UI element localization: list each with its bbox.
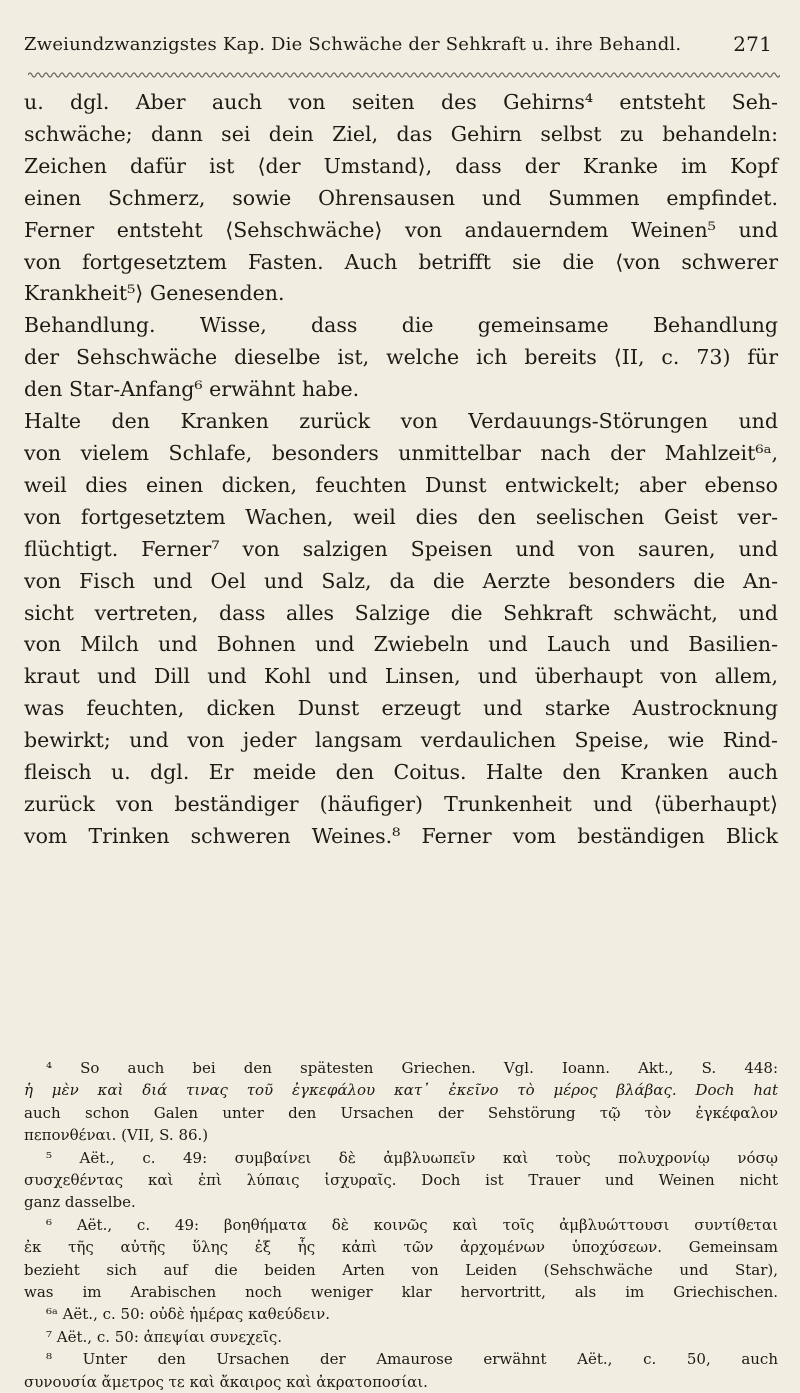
footnote-line: ἐκ τῆς αὐτῆς ὕλης ἐξ ἧς κἀπὶ τῶν ἀρχομένων ὑποχύσεων. Gemeinsam <box>24 1238 778 1257</box>
footnote-line: ⁸ Unter den Ursachen der Amaurose erwähnt Aët., c. 50, auch <box>46 1350 778 1369</box>
body-line: Ferner entsteht ⟨Sehschwäche⟩ von andauerndem Weinen⁵ und <box>24 217 778 242</box>
section-heading-line: Behandlung. Wisse, dass die gemeinsame Behandlung <box>24 313 778 338</box>
page-number: 271 <box>733 32 772 56</box>
body-line: von fortgesetztem Fasten. Auch betrifft sie die ⟨von schwerer <box>24 249 778 274</box>
body-line: der Sehschwäche dieselbe ist, welche ich bereits ⟨II, c. 73) für <box>24 345 778 370</box>
body-line: Zeichen dafür ist ⟨der Umstand⟩, dass der Kranke im Kopf <box>24 153 778 178</box>
body-line: von Milch und Bohnen und Zwiebeln und Lauch und Basilien- <box>24 632 778 657</box>
footnote-line: ⁷ Aët., c. 50: ἀπεψίαι συνεχεῖς. <box>46 1327 283 1346</box>
footnote-line: ⁶ Aët., c. 49: βοηθήματα δὲ κοινῶς καὶ τοῖς ἀμβλυώττουσι συντίθεται <box>46 1215 778 1234</box>
footnote-line: ⁵ Aët., c. 49: συμβαίνει δὲ ἀμβλυωπεῖν καὶ τοὺς πολυχρονίῳ νόσῳ <box>46 1148 778 1167</box>
footnote-line: συσχεθέντας καὶ ἐπὶ λύπαις ἰσχυραῖς. Doch ist Trauer und Weinen nicht <box>24 1171 778 1190</box>
body-line: einen Schmerz, sowie Ohrensausen und Summen empfindet. <box>24 185 778 210</box>
footnote-line: συνουσία ἄμετρος τε καὶ ἄκαιρος καὶ ἀκρατοποσίαι. <box>24 1372 428 1391</box>
footnote-line: ἡ μὲν καὶ διά τινας τοῦ ἐγκεφάλου κατ᾽ ἐκεῖνο τὸ μέρος βλάβας. Doch hat <box>24 1081 778 1100</box>
footnotes <box>24 1057 778 1393</box>
body-line: Halte den Kranken zurück von Verdauungs-Störungen und <box>24 409 778 434</box>
body-line: schwäche; dann sei dein Ziel, das Gehirn selbst zu behandeln: <box>24 121 778 146</box>
running-title: Zweiundzwanzigstes Kap. Die Schwäche der Sehkraft u. ihre Behandl. <box>24 34 682 55</box>
body-line: Krankheit⁵⟩ Genesenden. <box>24 281 285 306</box>
wavy-rule <box>28 70 780 80</box>
body-line: von Fisch und Oel und Salz, da die Aerzte besonders die An- <box>24 568 778 593</box>
body-line: bewirkt; und von jeder langsam verdaulichen Speise, wie Rind- <box>24 728 778 753</box>
body-line: kraut und Dill und Kohl und Linsen, und überhaupt von allem, <box>24 664 778 689</box>
body-line: sicht vertreten, dass alles Salzige die Sehkraft schwächt, und <box>24 600 778 625</box>
body-line: was feuchten, dicken Dunst erzeugt und starke Austrocknung <box>24 696 778 721</box>
body-line: fleisch u. dgl. Er meide den Coitus. Halte den Kranken auch <box>24 760 778 785</box>
running-header <box>24 34 780 55</box>
footnote-line: auch schon Galen unter den Ursachen der Sehstörung τῷ τὸν ἐγκέφαλον <box>24 1103 778 1122</box>
body-line: flüchtigt. Ferner⁷ von salzigen Speisen und von sauren, und <box>24 536 778 561</box>
body-line: zurück von beständiger (häufiger) Trunkenheit und ⟨überhaupt⟩ <box>24 791 778 816</box>
body-line: den Star-Anfang⁶ erwähnt habe. <box>24 377 360 402</box>
footnote-line: πεπονθέναι. (VII, S. 86.) <box>24 1126 209 1145</box>
body-line: von vielem Schlafe, besonders unmittelbar nach der Mahlzeit⁶ᵃ, <box>24 440 778 465</box>
body-line: u. dgl. Aber auch von seiten des Gehirns⁴ entsteht Seh- <box>24 90 778 114</box>
body-line: weil dies einen dicken, feuchten Dunst entwickelt; aber ebenso <box>24 472 778 497</box>
body-line: vom Trinken schweren Weines.⁸ Ferner vom beständigen Blick <box>24 823 778 848</box>
footnote-line: bezieht sich auf die beiden Arten von Leiden (Sehschwäche und Star), <box>24 1260 778 1279</box>
body-line: von fortgesetztem Wachen, weil dies den seelischen Geist ver- <box>24 504 778 529</box>
footnote-line: ⁶ᵃ Aët., c. 50: οὐδὲ ἡμέρας καθεύδειν. <box>46 1305 331 1324</box>
footnote-line: ⁴ So auch bei den spätesten Griechen. Vgl. Ioann. Akt., S. 448: <box>46 1059 778 1077</box>
footnote-line: was im Arabischen noch weniger klar hervortritt, als im Griechischen. <box>24 1283 778 1302</box>
footnote-line: ganz dasselbe. <box>24 1193 136 1212</box>
body-text <box>24 87 778 853</box>
